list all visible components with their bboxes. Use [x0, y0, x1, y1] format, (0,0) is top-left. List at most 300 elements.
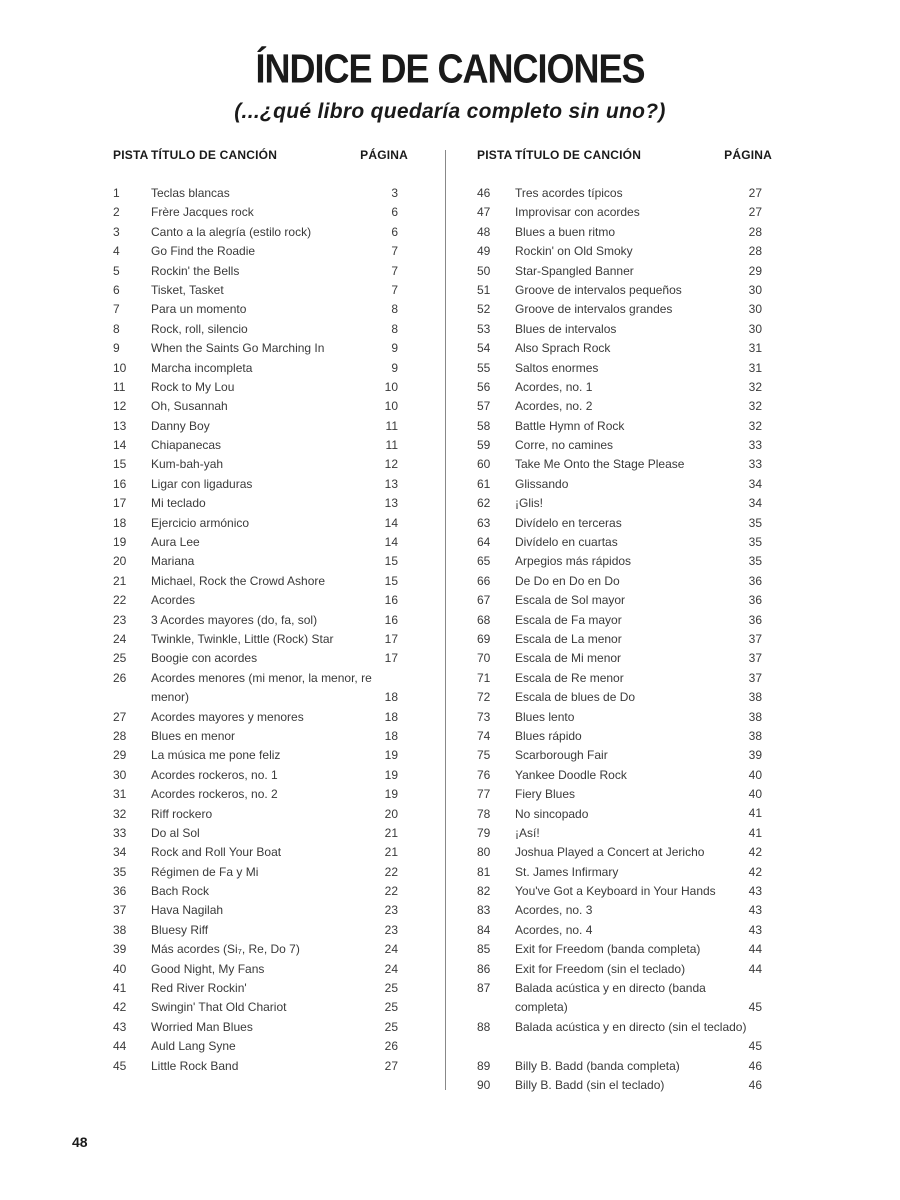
song-title: Saltos enormes: [515, 360, 599, 375]
column-header: [113, 148, 408, 166]
song-page-number: 35: [748, 554, 762, 569]
song-row: [113, 223, 408, 242]
song-title: Mariana: [151, 554, 195, 569]
song-row: [477, 475, 772, 494]
song-title: Scarborough Fair: [515, 748, 608, 763]
song-track-number: 72: [477, 690, 491, 705]
song-title: Exit for Freedom (sin el teclado): [515, 961, 686, 976]
song-page-number: 23: [384, 922, 398, 937]
song-row: [477, 455, 772, 474]
song-track-number: 29: [113, 748, 127, 763]
song-page-number: 27: [748, 185, 762, 200]
song-title: Blues de intervalos: [515, 321, 617, 336]
song-track-number: 86: [477, 961, 491, 976]
song-track-number: 80: [477, 845, 491, 860]
song-track-number: 23: [113, 612, 127, 627]
song-title: Groove de intervalos pequeños: [515, 282, 682, 297]
song-page-number: 25: [384, 1019, 398, 1034]
song-page-number: 41: [748, 806, 762, 821]
header-page: PÁGINA: [724, 148, 772, 162]
song-title: Rock to My Lou: [151, 379, 235, 394]
song-row: [477, 708, 772, 727]
song-title: Billy B. Badd (sin el teclado): [515, 1078, 665, 1092]
song-title: Balada acústica y en directo (banda completa): [515, 981, 706, 1015]
song-row: [113, 979, 408, 998]
song-row: [477, 184, 772, 203]
song-title: When the Saints Go Marching In: [151, 341, 325, 356]
song-page-number: 21: [384, 845, 398, 860]
song-track-number: 26: [113, 670, 127, 685]
song-page-number: 36: [748, 612, 762, 627]
song-page-number: 13: [384, 496, 398, 511]
song-track-number: 35: [113, 864, 127, 879]
song-list-right: [477, 184, 772, 1095]
song-row: [477, 339, 772, 358]
song-page-number: 41: [748, 825, 762, 840]
song-row: [113, 455, 408, 474]
song-page-number: 36: [748, 593, 762, 608]
song-row: [477, 940, 772, 959]
song-track-number: 70: [477, 651, 491, 666]
song-row: [477, 242, 772, 261]
song-row: [113, 960, 408, 979]
song-track-number: 20: [113, 554, 127, 569]
song-page-number: 34: [748, 496, 762, 511]
song-row: [477, 203, 772, 222]
song-row: [113, 397, 408, 416]
song-title: Yankee Doodle Rock: [515, 767, 627, 782]
song-title: Twinkle, Twinkle, Little (Rock) Star: [151, 631, 334, 646]
song-page-number: 3: [391, 185, 398, 200]
song-track-number: 16: [113, 476, 127, 491]
song-track-number: 63: [477, 515, 491, 530]
song-title: Acordes: [151, 593, 196, 608]
header-track: PISTA: [113, 148, 149, 162]
song-title: Oh, Susannah: [151, 399, 228, 414]
song-title: Ligar con ligaduras: [151, 476, 253, 491]
song-title: Glissando: [515, 476, 569, 491]
song-title: Acordes, no. 2: [515, 399, 593, 414]
song-index-right-column: [477, 148, 772, 1095]
song-title: Little Rock Band: [151, 1058, 239, 1073]
song-track-number: 9: [113, 341, 120, 356]
song-row: [113, 785, 408, 804]
song-title: Fiery Blues: [515, 787, 576, 802]
song-page-number: 8: [391, 321, 398, 336]
song-page-number: 42: [748, 845, 762, 860]
song-page-number: 44: [748, 942, 762, 957]
song-title: Swingin' That Old Chariot: [151, 1000, 287, 1015]
song-row: [113, 1018, 408, 1037]
song-page-number: 9: [391, 360, 398, 375]
song-page-number: 46: [748, 1077, 762, 1092]
song-row: [113, 339, 408, 358]
song-track-number: 14: [113, 438, 127, 453]
song-title: Acordes rockeros, no. 2: [151, 787, 278, 802]
song-row: [113, 611, 408, 630]
song-page-number: 17: [384, 631, 398, 646]
song-title: Mi teclado: [151, 496, 206, 511]
song-title: Groove de intervalos grandes: [515, 302, 673, 317]
song-track-number: 12: [113, 399, 127, 414]
song-row: [113, 863, 408, 882]
song-page-number: 20: [384, 806, 398, 821]
song-page-number: 33: [748, 438, 762, 453]
song-track-number: 7: [113, 302, 120, 317]
song-title: Más acordes (Si₇, Re, Do 7): [151, 942, 300, 957]
song-track-number: 90: [477, 1078, 491, 1092]
song-title: Para un momento: [151, 302, 247, 317]
song-track-number: 40: [113, 961, 127, 976]
song-row: [113, 766, 408, 785]
song-row: [477, 901, 772, 920]
song-page-number: 7: [391, 263, 398, 278]
song-title: Rockin' on Old Smoky: [515, 244, 633, 259]
song-row: [477, 572, 772, 591]
song-page-number: 38: [748, 709, 762, 724]
song-title: Acordes, no. 4: [515, 922, 593, 937]
song-track-number: 82: [477, 884, 491, 899]
song-page-number: 35: [748, 515, 762, 530]
song-page-number: 11: [385, 438, 398, 453]
song-page-number: 32: [748, 418, 762, 433]
song-page-number: 14: [384, 535, 398, 550]
song-title: Joshua Played a Concert at Jericho: [515, 845, 705, 860]
song-row: [477, 921, 772, 940]
song-row: [113, 552, 408, 571]
song-page-number: 15: [384, 573, 398, 588]
song-title: Improvisar con acordes: [515, 205, 640, 220]
song-page-number: 25: [384, 981, 398, 996]
song-page-number: 36: [748, 573, 762, 588]
song-title: Escala de Re menor: [515, 670, 624, 685]
song-track-number: 28: [113, 728, 127, 743]
song-page-number: 6: [391, 224, 398, 239]
song-track-number: 81: [477, 864, 491, 879]
song-track-number: 3: [113, 224, 120, 239]
song-row: [477, 766, 772, 785]
song-track-number: 21: [113, 573, 127, 588]
song-title: Bach Rock: [151, 884, 210, 899]
song-title: Exit for Freedom (banda completa): [515, 942, 701, 957]
song-title: St. James Infirmary: [515, 864, 619, 879]
song-track-number: 67: [477, 593, 491, 608]
header-title: TÍTULO DE CANCIÓN: [151, 148, 278, 162]
song-row: [113, 359, 408, 378]
song-track-number: 64: [477, 535, 491, 550]
song-row: [477, 630, 772, 649]
song-row: [113, 649, 408, 668]
song-track-number: 1: [113, 186, 120, 200]
song-page-number: 10: [384, 379, 398, 394]
song-row: [113, 184, 408, 203]
song-track-number: 42: [113, 1000, 127, 1015]
song-track-number: 65: [477, 554, 491, 569]
song-track-number: 34: [113, 845, 127, 860]
song-track-number: 22: [113, 593, 127, 608]
song-row: [113, 901, 408, 920]
header-track: PISTA: [477, 148, 513, 162]
song-row: [113, 436, 408, 455]
song-page-number: 30: [748, 282, 762, 297]
song-track-number: 83: [477, 903, 491, 918]
song-page-number: 42: [748, 864, 762, 879]
song-title: Tisket, Tasket: [151, 282, 224, 297]
song-track-number: 5: [113, 263, 120, 278]
song-page-number: 35: [748, 535, 762, 550]
song-page-number: 37: [748, 651, 762, 666]
song-page-number: 12: [384, 457, 398, 472]
song-page-number: 8: [391, 302, 398, 317]
song-title: Blues en menor: [151, 728, 236, 743]
song-page-number: 19: [384, 767, 398, 782]
song-page-number: 14: [384, 515, 398, 530]
song-page-number: 29: [748, 263, 762, 278]
song-page-number: 9: [391, 341, 398, 356]
song-track-number: 77: [477, 787, 491, 802]
song-row: [113, 417, 408, 436]
song-row: [113, 203, 408, 222]
song-row: [477, 824, 772, 843]
song-title: Blues lento: [515, 709, 575, 724]
song-title: Billy B. Badd (banda completa): [515, 1058, 680, 1073]
song-title: Aura Lee: [151, 535, 200, 550]
song-title: Tres acordes típicos: [515, 186, 623, 200]
song-page-number: 19: [384, 748, 398, 763]
song-page-number: 10: [384, 399, 398, 414]
song-page-number: 27: [748, 205, 762, 220]
song-row: [477, 649, 772, 668]
song-page-number: 16: [384, 593, 398, 608]
song-page-number: 46: [748, 1058, 762, 1073]
song-page-number: 26: [384, 1039, 398, 1054]
song-track-number: 2: [113, 205, 120, 220]
song-row: [113, 475, 408, 494]
song-row: [113, 320, 408, 339]
song-row: [113, 572, 408, 591]
song-page-number: 24: [384, 942, 398, 957]
song-track-number: 32: [113, 806, 127, 821]
song-track-number: 46: [477, 186, 491, 200]
song-page-number: 40: [748, 767, 762, 782]
song-title: La música me pone feliz: [151, 748, 281, 763]
song-page-number: 43: [748, 922, 762, 937]
song-title: Arpegios más rápidos: [515, 554, 632, 569]
song-track-number: 79: [477, 825, 491, 840]
song-page-number: 21: [384, 825, 398, 840]
song-page-number: 43: [748, 903, 762, 918]
song-track-number: 6: [113, 282, 120, 297]
song-row: [477, 359, 772, 378]
song-row: [477, 688, 772, 707]
song-page-number: 22: [384, 864, 398, 879]
song-title: Acordes menores (mi menor, la menor, re menor): [151, 670, 372, 705]
song-title: Acordes, no. 3: [515, 903, 593, 918]
song-track-number: 59: [477, 438, 491, 453]
song-track-number: 56: [477, 379, 491, 394]
song-track-number: 31: [113, 787, 127, 802]
song-title: Blues rápido: [515, 728, 582, 743]
song-title: Corre, no camines: [515, 438, 614, 453]
song-track-number: 57: [477, 399, 491, 414]
song-title: Go Find the Roadie: [151, 244, 256, 259]
song-title: ¡Así!: [515, 825, 540, 840]
song-track-number: 88: [477, 1019, 491, 1034]
song-track-number: 38: [113, 922, 127, 937]
song-track-number: 68: [477, 612, 491, 627]
song-track-number: 50: [477, 263, 491, 278]
song-row: [113, 262, 408, 281]
song-track-number: 58: [477, 418, 491, 433]
song-page-number: 15: [384, 554, 398, 569]
song-row: [113, 824, 408, 843]
song-page-number: 44: [748, 961, 762, 976]
song-track-number: 62: [477, 496, 491, 511]
song-title: Hava Nagilah: [151, 903, 224, 918]
song-page-number: 28: [748, 224, 762, 239]
song-track-number: 60: [477, 457, 491, 472]
song-track-number: 41: [113, 981, 127, 996]
song-page-number: 34: [748, 476, 762, 491]
song-track-number: 36: [113, 884, 127, 899]
song-track-number: 30: [113, 767, 127, 782]
song-row: [113, 300, 408, 319]
song-row: [113, 998, 408, 1017]
song-title: Michael, Rock the Crowd Ashore: [151, 573, 326, 588]
song-page-number: 23: [384, 903, 398, 918]
song-track-number: 48: [477, 224, 491, 239]
song-title: Canto a la alegría (estilo rock): [151, 224, 312, 239]
song-title: Worried Man Blues: [151, 1019, 253, 1034]
song-title: Balada acústica y en directo (sin el teclado): [515, 1019, 747, 1034]
song-row: [477, 1057, 772, 1076]
song-page-number: 31: [748, 341, 762, 356]
song-page-number: 45: [748, 1000, 762, 1015]
song-title: Chiapanecas: [151, 438, 222, 453]
song-title: Boogie con acordes: [151, 651, 258, 666]
song-track-number: 10: [113, 360, 127, 375]
song-track-number: 75: [477, 748, 491, 763]
column-header: [477, 148, 772, 166]
song-title: Acordes, no. 1: [515, 379, 593, 394]
song-track-number: 43: [113, 1019, 127, 1034]
song-title: Good Night, My Fans: [151, 961, 265, 976]
song-track-number: 15: [113, 457, 127, 472]
song-track-number: 44: [113, 1039, 127, 1054]
song-page-number: 32: [748, 379, 762, 394]
song-row: [113, 669, 408, 708]
song-row: [113, 378, 408, 397]
song-row: [477, 863, 772, 882]
song-row: [477, 805, 772, 824]
song-title: Escala de Mi menor: [515, 651, 622, 666]
song-title: Riff rockero: [151, 806, 213, 821]
song-track-number: 89: [477, 1058, 491, 1073]
song-row: [113, 1037, 408, 1056]
song-row: [477, 262, 772, 281]
song-row: [113, 630, 408, 649]
song-row: [477, 785, 772, 804]
song-track-number: 45: [113, 1058, 127, 1073]
song-track-number: 66: [477, 573, 491, 588]
song-page-number: 6: [391, 205, 398, 220]
song-track-number: 53: [477, 321, 491, 336]
song-track-number: 78: [477, 806, 491, 821]
song-title: Rock and Roll Your Boat: [151, 845, 282, 860]
song-title: Acordes rockeros, no. 1: [151, 767, 278, 782]
song-title: Danny Boy: [151, 418, 210, 433]
song-track-number: 84: [477, 922, 491, 937]
song-row: [477, 533, 772, 552]
song-row: [477, 552, 772, 571]
column-divider: [445, 150, 446, 1090]
song-row: [113, 746, 408, 765]
header-title: TÍTULO DE CANCIÓN: [515, 148, 642, 162]
song-page-number: 38: [748, 690, 762, 705]
song-track-number: 76: [477, 767, 491, 782]
song-row: [113, 514, 408, 533]
song-row: [477, 514, 772, 533]
song-page-number: 18: [384, 690, 398, 705]
song-track-number: 69: [477, 631, 491, 646]
song-row: [113, 805, 408, 824]
song-title: Blues a buen ritmo: [515, 224, 616, 239]
song-row: [113, 533, 408, 552]
song-page-number: 19: [384, 787, 398, 802]
song-row: [477, 281, 772, 300]
song-page-number: 22: [384, 884, 398, 899]
song-row: [477, 300, 772, 319]
song-title: Marcha incompleta: [151, 360, 253, 375]
song-track-number: 8: [113, 321, 120, 336]
song-page-number: 37: [748, 670, 762, 685]
song-title: Rock, roll, silencio: [151, 321, 248, 336]
song-row: [477, 417, 772, 436]
song-row: [477, 1018, 772, 1057]
song-track-number: 87: [477, 981, 491, 996]
song-page-number: 31: [748, 360, 762, 375]
song-row: [113, 882, 408, 901]
song-track-number: 39: [113, 942, 127, 957]
song-title: Ejercicio armónico: [151, 515, 250, 530]
song-row: [477, 979, 772, 1018]
song-title: Escala de blues de Do: [515, 690, 636, 705]
song-row: [477, 320, 772, 339]
song-row: [113, 727, 408, 746]
song-title: Do al Sol: [151, 825, 200, 840]
song-page-number: 25: [384, 1000, 398, 1015]
song-track-number: 4: [113, 244, 120, 259]
song-track-number: 11: [113, 379, 126, 394]
song-track-number: 24: [113, 631, 127, 646]
song-row: [477, 494, 772, 513]
song-page-number: 32: [748, 399, 762, 414]
song-row: [113, 843, 408, 862]
song-page-number: 17: [384, 651, 398, 666]
song-row: [477, 727, 772, 746]
song-page-number: 45: [748, 1039, 762, 1054]
song-page-number: 11: [385, 418, 398, 433]
song-page-number: 37: [748, 631, 762, 646]
song-track-number: 51: [477, 282, 491, 297]
song-page-number: 7: [391, 282, 398, 297]
song-title: Auld Lang Syne: [151, 1039, 236, 1054]
song-page-number: 43: [748, 884, 762, 899]
song-row: [113, 242, 408, 261]
song-row: [477, 223, 772, 242]
song-list-left: [113, 184, 408, 1076]
song-title: De Do en Do en Do: [515, 573, 620, 588]
